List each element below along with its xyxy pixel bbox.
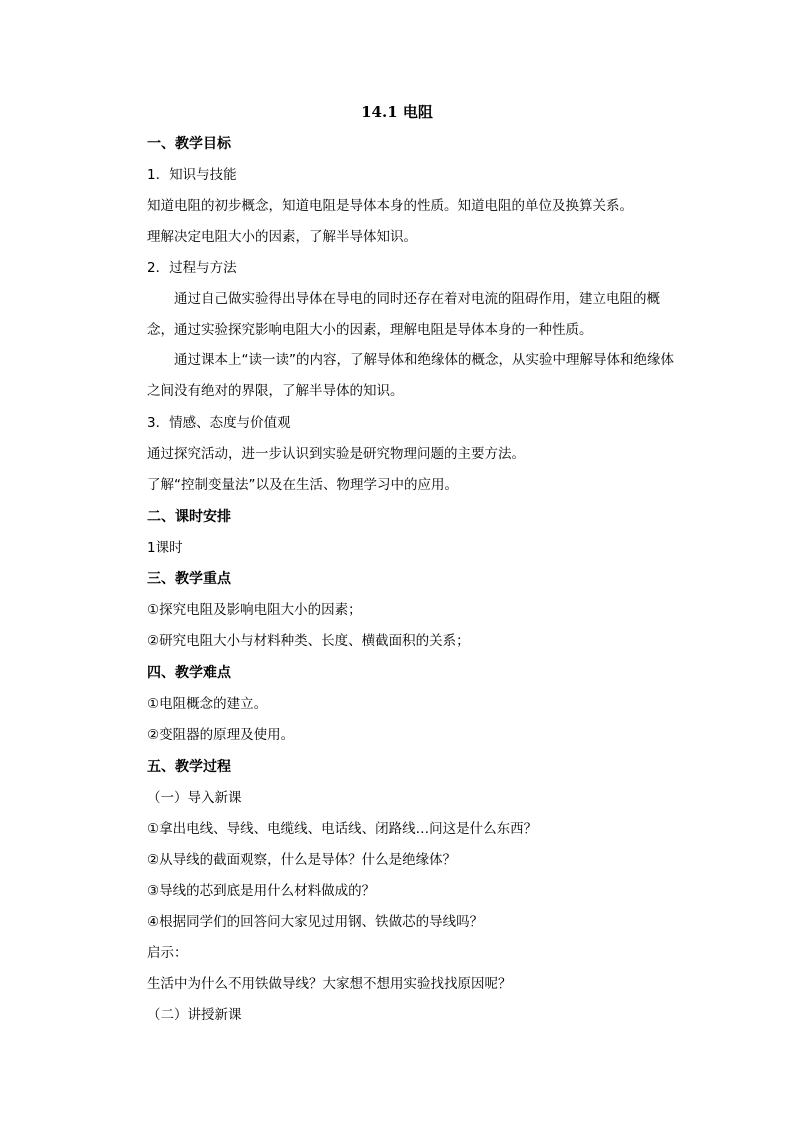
subsection-label-attitude: 3．情感、态度与价值观	[147, 415, 291, 431]
subsection-label-intro: （一）导入新课	[147, 790, 242, 806]
section-heading-key-points: 三、教学重点	[147, 571, 231, 587]
subsection-label-new-lesson: （二）讲授新课	[147, 1007, 242, 1023]
paragraph: 生活中为什么不用铁做导线？大家想不想用实验找找原因呢？	[147, 976, 512, 992]
paragraph: 知道电阻的初步概念，知道电阻是导体本身的性质。知道电阻的单位及换算关系。	[147, 198, 633, 214]
list-item: ③导线的芯到底是用什么材料做成的？	[147, 883, 376, 899]
paragraph: 通过探究活动，进一步认识到实验是研究物理问题的主要方法。	[147, 446, 525, 462]
list-item: ④根据同学们的回答问大家见过用钢、铁做芯的导线吗？	[147, 914, 484, 930]
list-item: ①拿出电线、导线、电缆线、电话线、闭路线…问这是什么东西？	[147, 821, 538, 837]
paragraph: 通过课本上“读一读”的内容，了解导体和绝缘体的概念，从实验中理解导体和绝缘体之间没有绝对的界限，了解半导体的知识。	[147, 352, 674, 399]
section-heading-schedule: 二、课时安排	[147, 509, 231, 525]
subsection-label-knowledge: 1．知识与技能	[147, 167, 237, 183]
list-item: ①探究电阻及影响电阻大小的因素；	[147, 602, 362, 618]
list-item: ②变阻器的原理及使用。	[147, 727, 295, 743]
section-heading-objectives: 一、教学目标	[147, 136, 231, 152]
paragraph: 了解“控制变量法”以及在生活、物理学习中的应用。	[147, 477, 458, 493]
list-item: ②从导线的截面观察，什么是导体？什么是绝缘体？	[147, 852, 457, 868]
page-title: 14.1 电阻	[361, 103, 433, 121]
section-heading-difficulties: 四、教学难点	[147, 665, 231, 681]
list-item: ①电阻概念的建立。	[147, 696, 268, 712]
list-item: ②研究电阻大小与材料种类、长度、横截面积的关系；	[147, 633, 470, 649]
section-heading-process: 五、教学过程	[147, 759, 231, 775]
subsection-label-process: 2．过程与方法	[147, 260, 237, 276]
hint-label: 启示：	[147, 945, 188, 961]
paragraph: 通过自己做实验得出导体在导电的同时还存在着对电流的阻碍作用，建立电阻的概念，通过实验探究影响电阻大小的因素，理解电阻是导体本身的一种性质。	[147, 291, 660, 338]
paragraph: 1课时	[147, 540, 183, 556]
paragraph: 理解决定电阻大小的因素，了解半导体知识。	[147, 229, 417, 245]
